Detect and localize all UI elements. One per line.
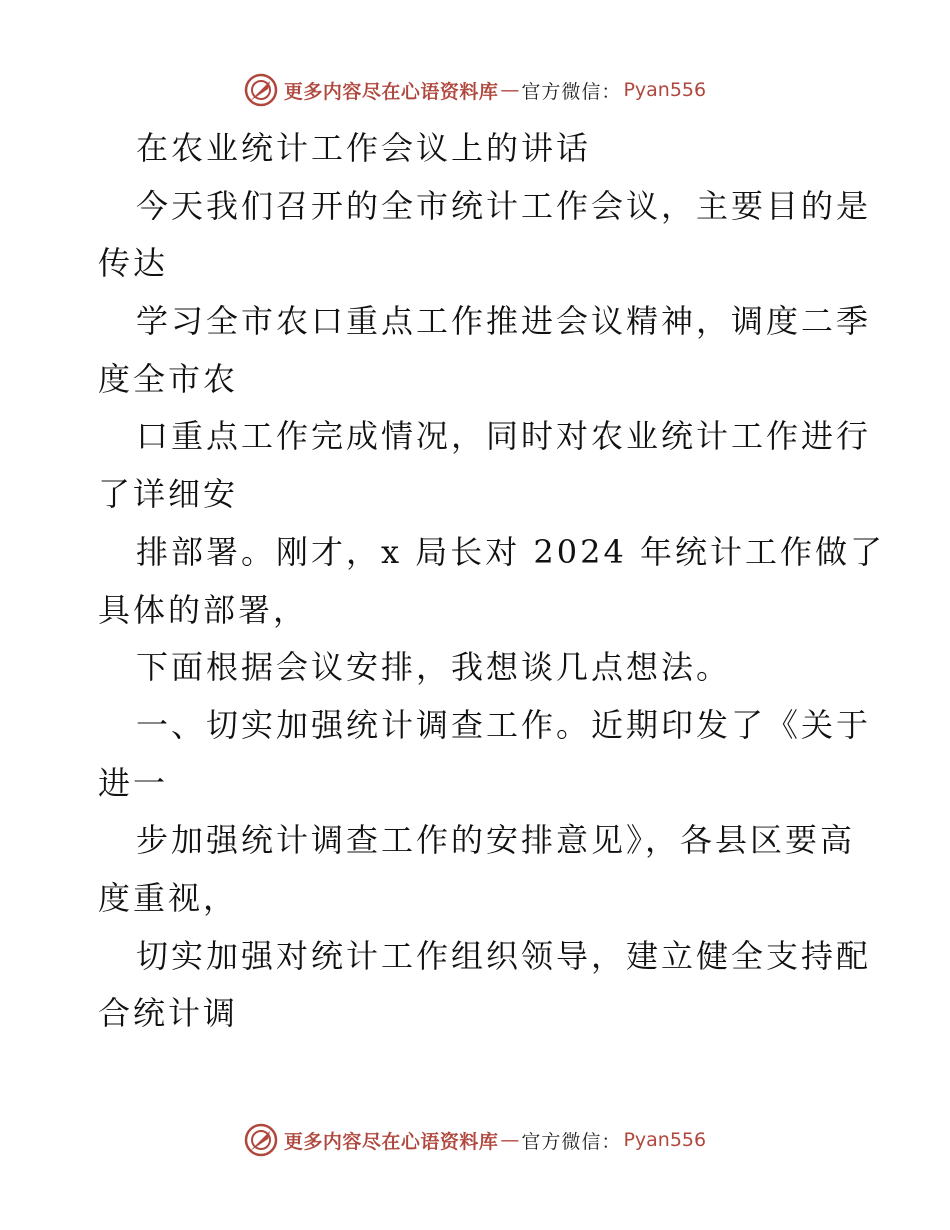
text-line: 一、切实加强统计调查工作。近期印发了《关于 xyxy=(136,705,872,744)
watermark-wechat-id: Pyan556 xyxy=(623,1129,707,1151)
watermark-dash: — xyxy=(500,1129,520,1151)
text-line: 今天我们召开的全市统计工作会议，主要目的是 xyxy=(136,186,872,225)
text-line: 了详细安 xyxy=(98,475,239,514)
text-line: 具体的部署， xyxy=(98,590,309,629)
watermark-dash: — xyxy=(500,79,520,101)
quill-logo-icon xyxy=(244,1123,278,1157)
text-line: 切实加强对统计工作组织领导，建立健全支持配 xyxy=(136,936,872,975)
watermark-wechat-id: Pyan556 xyxy=(623,79,707,101)
text-line: 口重点工作完成情况，同时对农业统计工作进行 xyxy=(136,417,872,456)
text-line: 度全市农 xyxy=(98,359,239,398)
footer-watermark xyxy=(0,1120,950,1160)
text-line: 度重视， xyxy=(98,878,239,917)
watermark-wechat-label: 官方微信： xyxy=(521,80,622,103)
text-line: 下面根据会议安排，我想谈几点想法。 xyxy=(136,648,732,687)
watermark-wechat-label: 官方微信： xyxy=(521,1130,622,1153)
text-line: 步加强统计调查工作的安排意见》，各县区要高 xyxy=(136,821,856,860)
text-line: 学习全市农口重点工作推进会议精神，调度二季 xyxy=(136,302,872,341)
text-line: 进一 xyxy=(98,763,169,802)
document-body xyxy=(98,120,886,1043)
text-line: 传达 xyxy=(98,244,169,283)
watermark-title: 更多内容尽在心语资料库 xyxy=(283,80,499,103)
header-watermark xyxy=(0,70,950,110)
document-title-line: 在农业统计工作会议上的讲话 xyxy=(136,129,592,167)
quill-logo-icon xyxy=(244,73,278,107)
text-line: 排部署。刚才，x 局长对 2024 年统计工作做了 xyxy=(136,532,886,571)
watermark-title: 更多内容尽在心语资料库 xyxy=(283,1130,499,1153)
text-line: 合统计调 xyxy=(98,994,239,1033)
